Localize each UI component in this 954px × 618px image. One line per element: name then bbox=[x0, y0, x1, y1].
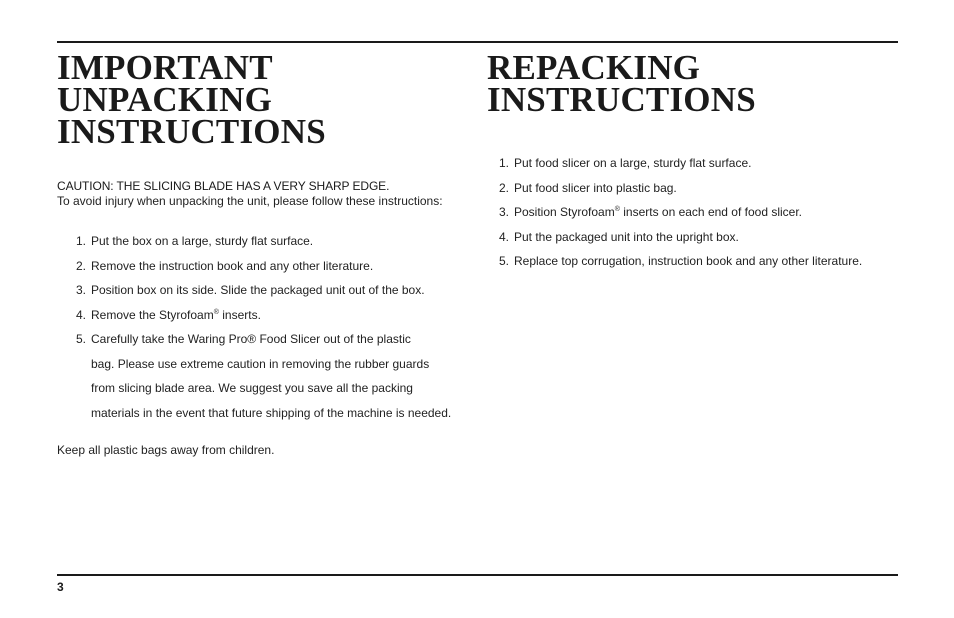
step-text-line: Carefully take the Waring Pro® Food Slicer out of the plastic bbox=[91, 332, 411, 346]
list-item bbox=[487, 151, 897, 176]
step-text-part: inserts on each end of food slicer. bbox=[619, 205, 802, 219]
caution-text: To avoid injury when unpacking the unit, please follow these instructions: bbox=[57, 194, 443, 208]
step-text: Put the box on a large, sturdy flat surface. bbox=[91, 234, 314, 248]
step-number: 5. bbox=[75, 332, 86, 346]
heading-line: REPACKING bbox=[487, 48, 701, 87]
registered-mark: ® bbox=[213, 308, 219, 316]
list-item bbox=[487, 249, 897, 274]
step-number: 1. bbox=[75, 234, 86, 248]
step-text: Position box on its side. Slide the packaged unit out of the box. bbox=[91, 283, 425, 297]
bottom-rule bbox=[57, 574, 898, 576]
heading-line: IMPORTANT bbox=[57, 48, 273, 87]
step-text: Put the packaged unit into the upright box. bbox=[514, 229, 739, 244]
repacking-heading bbox=[487, 48, 897, 119]
unpacking-section bbox=[57, 48, 467, 458]
step-text bbox=[509, 200, 802, 225]
registered-mark: ® bbox=[614, 206, 620, 213]
step-text: Replace top corrugation, instruction book and any other literature. bbox=[514, 254, 863, 268]
step-text: Remove the instruction book and any other literature. bbox=[91, 258, 374, 273]
heading-line: UNPACKING bbox=[57, 80, 273, 119]
step-number: 1. bbox=[498, 156, 509, 170]
step-text-line: materials in the event that future shipping of the machine is needed. bbox=[91, 405, 452, 420]
step-text: Put food slicer into plastic bag. bbox=[514, 180, 677, 195]
heading-line: INSTRUCTIONS bbox=[487, 80, 756, 119]
list-item bbox=[57, 327, 467, 425]
step-number: 2. bbox=[498, 180, 509, 195]
page-number: 3 bbox=[57, 580, 64, 594]
step-text bbox=[86, 327, 451, 425]
list-item bbox=[57, 278, 467, 303]
heading-line: INSTRUCTIONS bbox=[57, 112, 326, 151]
step-text-part: inserts. bbox=[218, 307, 261, 322]
step-number: 4. bbox=[498, 229, 509, 244]
list-item bbox=[57, 254, 467, 279]
caution-title: CAUTION: THE SLICING BLADE HAS A VERY SHARP EDGE. bbox=[57, 179, 390, 193]
list-item bbox=[487, 225, 897, 250]
step-text-line: bag. Please use extreme caution in removing the rubber guards bbox=[91, 356, 430, 371]
step-text bbox=[86, 303, 261, 328]
repacking-section bbox=[487, 48, 897, 274]
step-text-part: Remove the Styrofoam bbox=[91, 307, 214, 322]
step-text: Put food slicer on a large, sturdy flat surface. bbox=[514, 156, 752, 170]
list-item bbox=[57, 303, 467, 328]
list-item bbox=[487, 176, 897, 201]
step-number: 3. bbox=[75, 283, 86, 297]
list-item bbox=[57, 229, 467, 254]
step-number: 2. bbox=[75, 258, 86, 273]
unpacking-heading bbox=[57, 48, 467, 151]
list-item bbox=[487, 200, 897, 225]
footer-note: Keep all plastic bags away from children. bbox=[57, 443, 275, 457]
step-number: 5. bbox=[498, 254, 509, 268]
unpacking-steps bbox=[57, 229, 467, 425]
top-rule bbox=[57, 41, 898, 43]
step-text-part: Position Styrofoam bbox=[514, 205, 615, 219]
step-text-line: from slicing blade area. We suggest you save all the packing bbox=[91, 381, 413, 395]
repacking-steps bbox=[487, 151, 897, 274]
step-number: 4. bbox=[75, 307, 86, 322]
step-number: 3. bbox=[498, 205, 509, 219]
